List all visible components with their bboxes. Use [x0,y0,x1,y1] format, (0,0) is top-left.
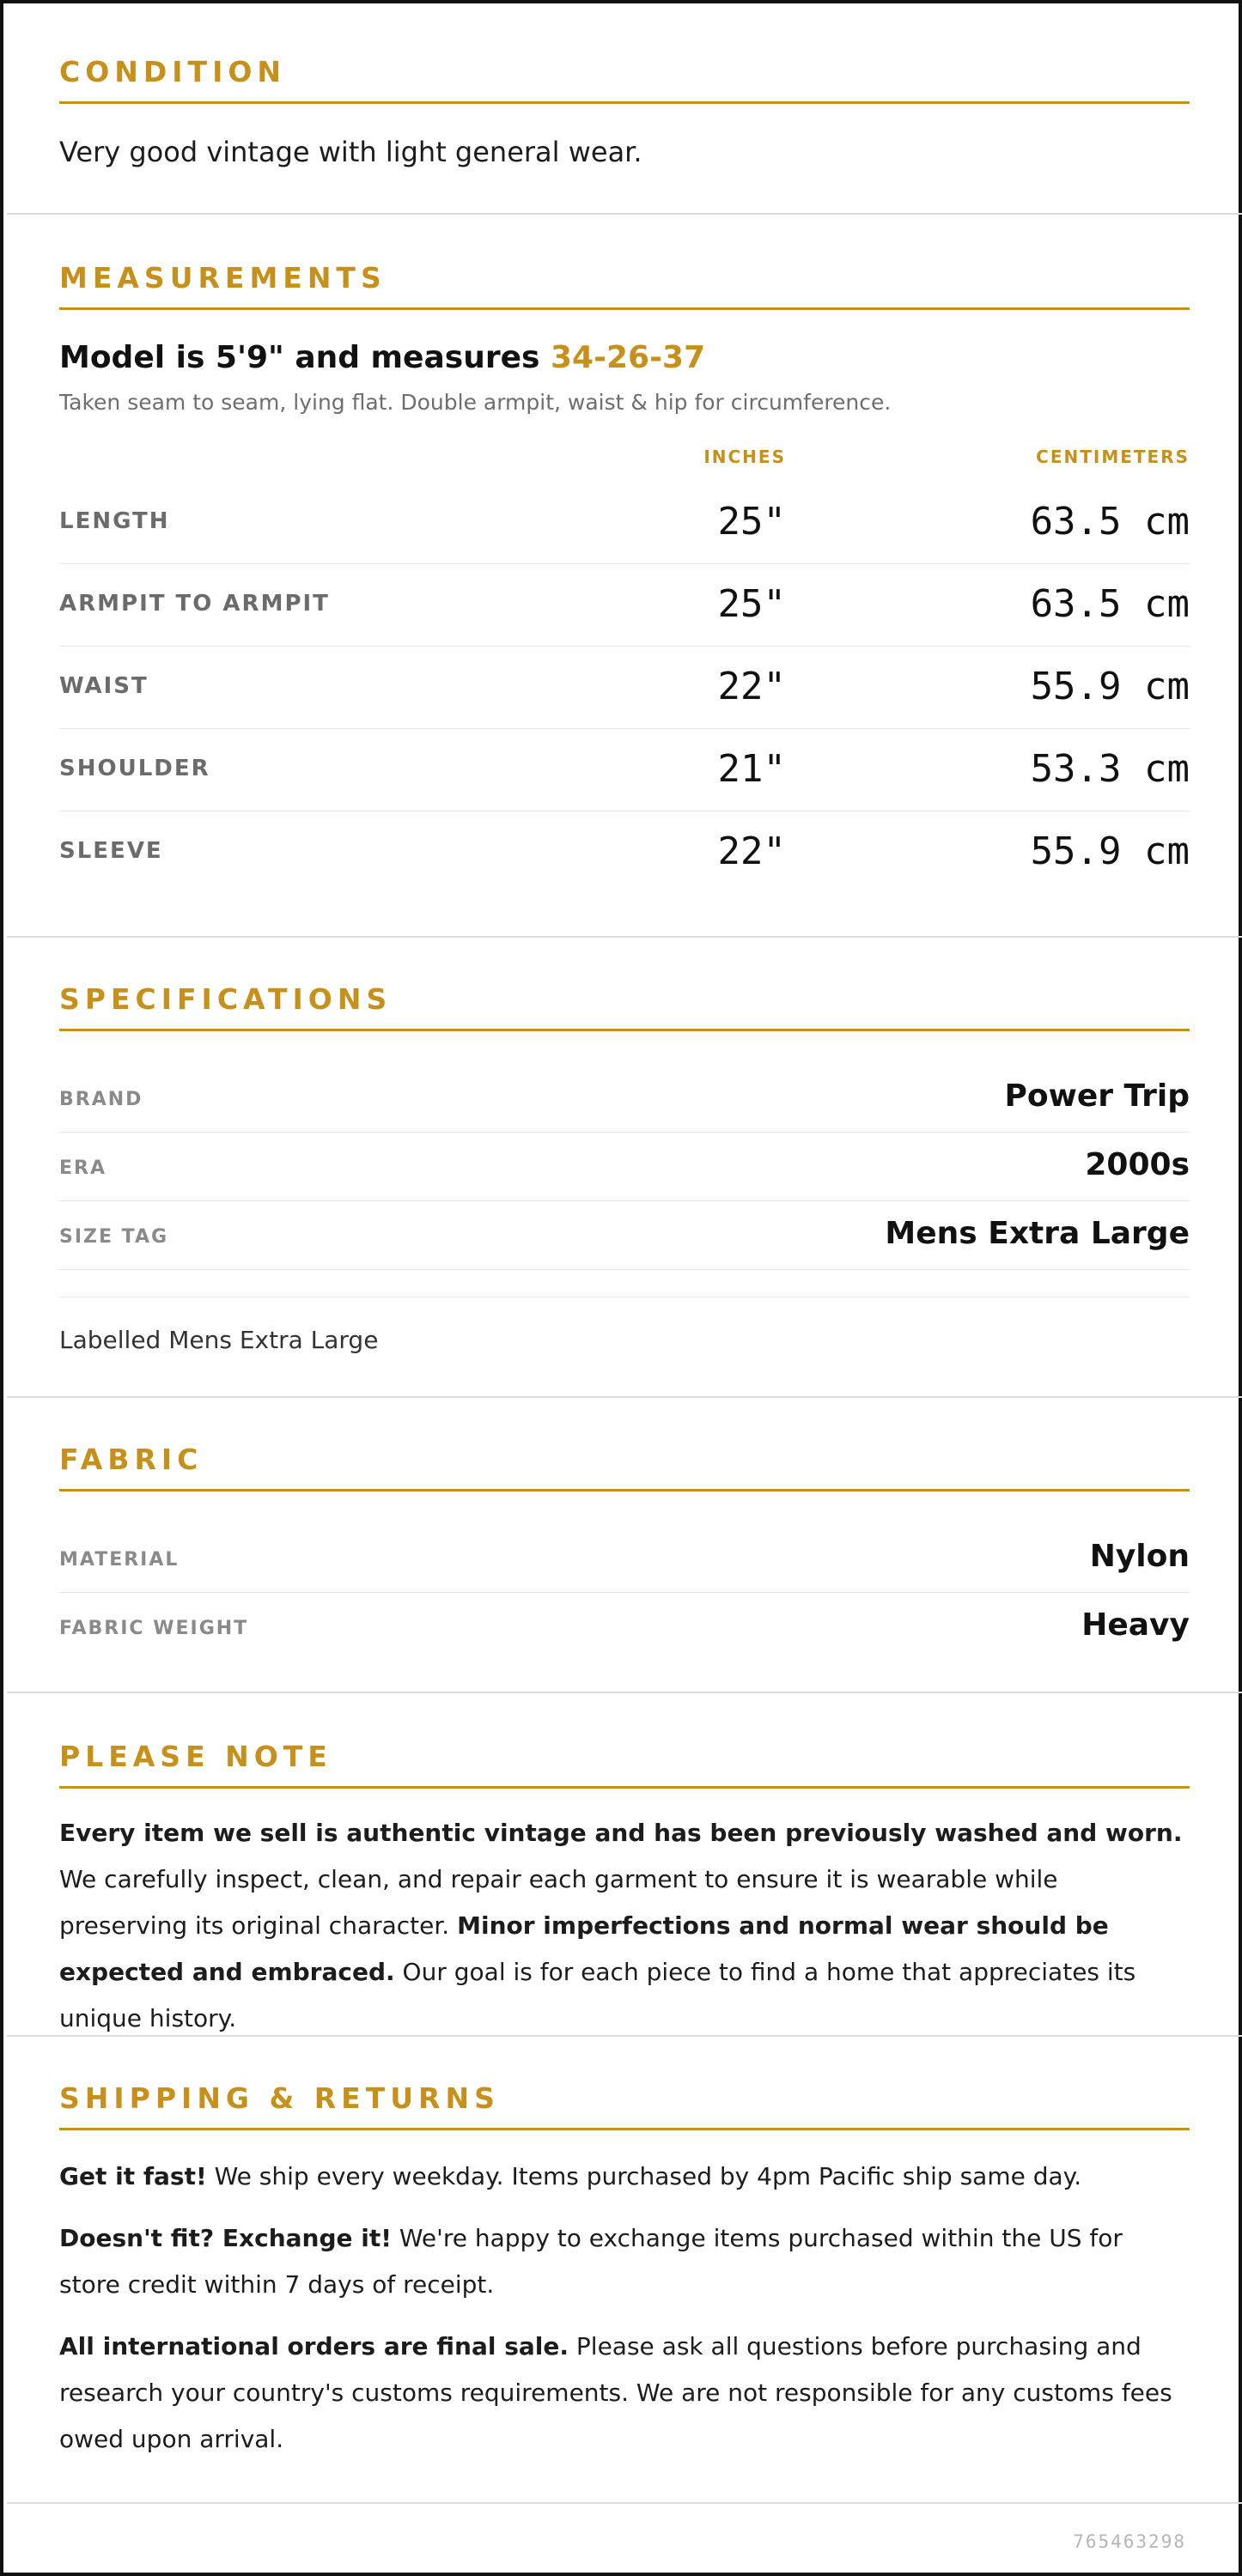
specifications-title: SPECIFICATIONS [59,981,1190,1031]
measurement-cm: 63.5 cm [1030,582,1190,626]
goal-text: Our goal is for each piece to find a home that appreciates its unique history. [59,1958,1136,2032]
fabric-list [59,1523,1190,1669]
fabric-value: Nylon [1089,1539,1190,1574]
international-heading: All international orders are final sale. [59,2332,569,2360]
imperfections-statement: Minor imperfections and normal wear should be expected and embraced. [59,1911,1109,1986]
fabric-label: MATERIAL [59,1549,180,1571]
please-note-paragraph [59,1810,1190,2042]
shipping-title: SHIPPING & RETURNS [59,2080,1190,2130]
spec-label: SIZE TAG [59,1226,169,1248]
measurement-row-sleeve [59,811,1190,893]
spec-value: Mens Extra Large [885,1216,1190,1251]
fabric-row-material [59,1523,1190,1592]
measurements-title: MEASUREMENTS [59,259,1190,310]
measurement-inches: 25" [717,500,786,544]
measurement-row-waist [59,646,1190,728]
footer [7,2504,1242,2576]
spec-value: Power Trip [1004,1078,1190,1114]
measurement-row-length [59,481,1190,563]
shipping-section [7,2037,1242,2504]
specifications-list [59,1063,1190,1398]
shipping-fast-heading: Get it fast! [59,2162,207,2190]
measurements-table [59,447,1190,893]
model-measurements-prefix: Model is 5'9" and measures [59,340,551,375]
measurements-section [7,215,1242,938]
measurement-label: LENGTH [59,508,170,534]
international-text: Please ask all questions before purchasing and research your country's customs requirements. We are not responsible for any customs fees owed upon arrival. [59,2332,1172,2453]
spec-row-size-tag [59,1200,1190,1269]
condition-section [7,3,1242,215]
international-paragraph [59,2324,1190,2463]
shipping-body [59,2154,1190,2497]
size-tag-note: Labelled Mens Extra Large [59,1326,379,1354]
fabric-row-weight [59,1592,1190,1661]
measurements-note: Taken seam to seam, lying flat. Double armpit, waist & hip for circumference. [59,390,892,415]
exchange-heading: Doesn't fit? Exchange it! [59,2224,392,2252]
measurement-cm: 63.5 cm [1030,500,1190,544]
spec-label: BRAND [59,1089,143,1110]
measurement-cm: 53.3 cm [1030,747,1190,791]
specifications-section [7,938,1242,1398]
fabric-section [7,1398,1242,1693]
inches-column-header: INCHES [703,447,786,467]
spec-label: ERA [59,1157,107,1179]
please-note-body [59,1810,1190,2032]
measurement-row-armpit [59,563,1190,646]
measurement-label: WAIST [59,673,149,699]
measurement-inches: 22" [717,829,786,873]
authentic-vintage-statement: Every item we sell is authentic vintage and has been previously washed and worn. [59,1819,1183,1847]
fabric-title: FABRIC [59,1441,1190,1492]
measurement-inches: 25" [717,582,786,626]
centimeters-column-header: CENTIMETERS [1036,447,1190,467]
measurement-row-shoulder [59,728,1190,811]
condition-title: CONDITION [59,53,1190,104]
please-note-section [7,1693,1242,2037]
condition-text: Very good vintage with light general wear. [59,136,642,168]
measurement-cm: 55.9 cm [1030,829,1190,873]
inspection-text: We carefully inspect, clean, and repair each garment to ensure it is wearable while preserving its original character. [59,1865,1058,1940]
measurement-label: ARMPIT TO ARMPIT [59,591,330,617]
measurement-inches: 22" [717,665,786,708]
model-measurements-value: 34-26-37 [550,340,706,375]
shipping-fast-text: We ship every weekday. Items purchased by 4pm Pacific ship same day. [206,2162,1082,2190]
measurement-label: SHOULDER [59,756,210,781]
shipping-fast-paragraph [59,2154,1190,2200]
fabric-value: Heavy [1081,1607,1190,1643]
fabric-label: FABRIC WEIGHT [59,1618,249,1639]
measurement-inches: 21" [717,747,786,791]
measurement-label: SLEEVE [59,838,163,864]
measurement-cm: 55.9 cm [1030,665,1190,708]
row-divider [59,1269,1190,1270]
spec-row-brand [59,1063,1190,1132]
model-measurements-heading [59,340,1190,375]
product-code: 765463298 [1073,2531,1186,2552]
please-note-title: PLEASE NOTE [59,1738,1190,1789]
spec-row-era [59,1132,1190,1200]
exchange-text: We're happy to exchange items purchased within the US for store credit within 7 days of receipt. [59,2224,1123,2299]
spec-value: 2000s [1085,1147,1190,1182]
exchange-paragraph [59,2215,1190,2308]
